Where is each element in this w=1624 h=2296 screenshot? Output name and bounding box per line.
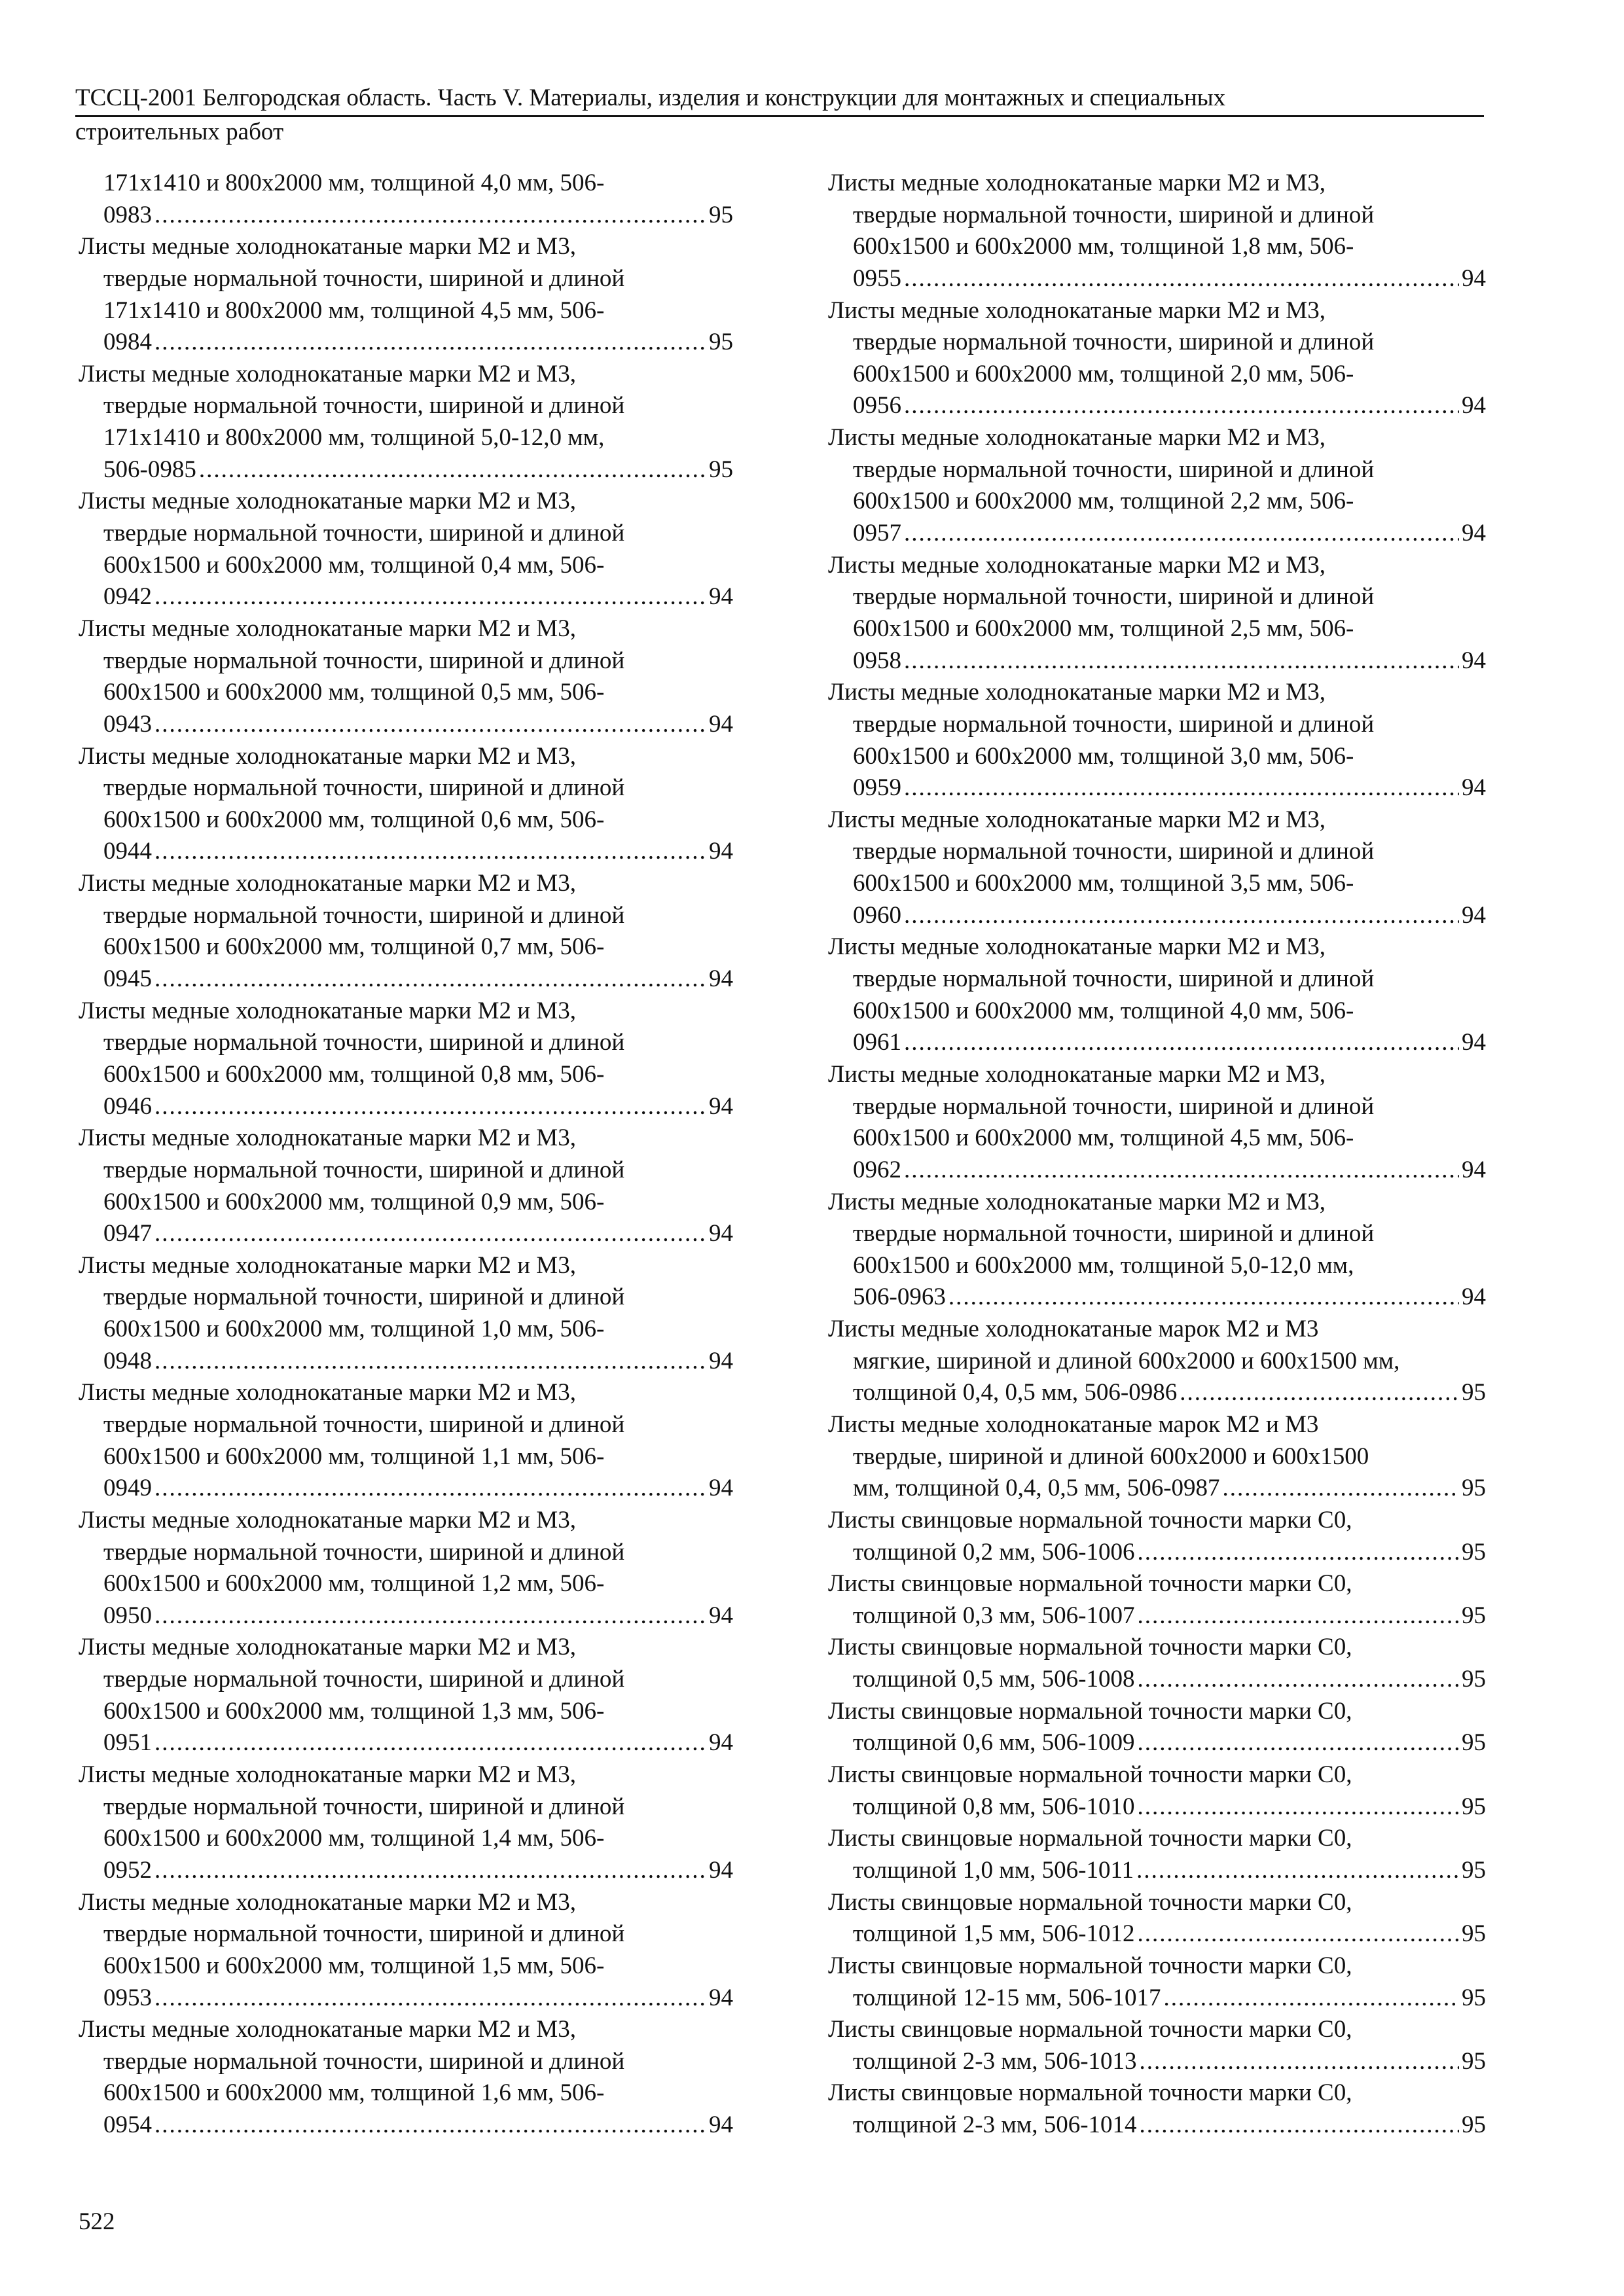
index-entry bbox=[828, 1759, 1486, 1823]
dot-leader bbox=[154, 581, 706, 613]
entry-page-number: 94 bbox=[709, 1092, 733, 1120]
entry-text-line: твердые нормальной точности, шириной и длиной bbox=[853, 1092, 1375, 1120]
entry-page-number: 94 bbox=[709, 1856, 733, 1884]
index-entry bbox=[828, 1314, 1486, 1409]
entry-text-line: твердые нормальной точности, шириной и длиной bbox=[103, 1538, 625, 1566]
dot-leader bbox=[1137, 1537, 1459, 1569]
index-entry bbox=[828, 804, 1486, 932]
entry-page-number: 94 bbox=[709, 2111, 733, 2139]
entry-text-line: Листы медные холоднокатаные марок М2 и М3 bbox=[828, 1410, 1319, 1438]
entry-text-line: Листы медные холоднокатаные марки М2 и М3, bbox=[828, 170, 1326, 196]
entry-text-line: Листы свинцовые нормальной точности марки С0, bbox=[828, 1570, 1352, 1598]
entry-text-line: твердые нормальной точности, шириной и длиной bbox=[103, 264, 625, 292]
dot-leader bbox=[154, 200, 706, 232]
entry-page-number: 94 bbox=[709, 838, 733, 865]
entry-text-line: твердые нормальной точности, шириной и длиной bbox=[103, 901, 625, 929]
dot-leader bbox=[904, 772, 1459, 804]
entry-code: 0955 bbox=[853, 264, 901, 292]
entry-code: 0952 bbox=[103, 1856, 152, 1884]
index-entry bbox=[828, 295, 1486, 423]
index-entry bbox=[79, 2014, 733, 2142]
entry-code: толщиной 1,0 мм, 506-1011 bbox=[853, 1856, 1134, 1884]
entry-text-line: Листы свинцовые нормальной точности марки С0, bbox=[828, 1952, 1352, 1979]
dot-leader bbox=[904, 518, 1459, 550]
entry-last-line bbox=[828, 1282, 1486, 1314]
entry-page-number: 94 bbox=[1462, 647, 1486, 674]
index-entry bbox=[828, 2014, 1486, 2077]
entry-page-number: 95 bbox=[1462, 1666, 1486, 1693]
entry-text-line: твердые нормальной точности, шириной и длиной bbox=[103, 1793, 625, 1820]
page-number: 522 bbox=[79, 2208, 115, 2235]
entry-text-line: 600x1500 и 600x2000 мм, толщиной 1,0 мм, 506- bbox=[103, 1316, 605, 1343]
entry-last-line bbox=[828, 1600, 1486, 1632]
entry-code: 0984 bbox=[103, 329, 152, 356]
entry-page-number: 95 bbox=[709, 456, 733, 483]
dot-leader bbox=[1137, 1600, 1459, 1632]
index-entry bbox=[828, 550, 1486, 677]
entry-code: 0954 bbox=[103, 2111, 152, 2139]
entry-last-line bbox=[828, 1855, 1486, 1887]
entry-text-line: 600x1500 и 600x2000 мм, толщиной 1,6 мм, 506- bbox=[103, 2079, 605, 2107]
entry-text-line: Листы медные холоднокатаные марок М2 и М3 bbox=[828, 1316, 1319, 1343]
entry-code: 0959 bbox=[853, 774, 901, 802]
running-header bbox=[75, 83, 1484, 147]
entry-code: 0961 bbox=[853, 1029, 901, 1056]
entry-text-line: Листы медные холоднокатаные марки М2 и М3, bbox=[79, 1634, 576, 1661]
entry-page-number: 95 bbox=[1462, 1920, 1486, 1948]
entry-page-number: 95 bbox=[709, 201, 733, 228]
index-entry bbox=[79, 1887, 733, 2015]
entry-page-number: 95 bbox=[1462, 2111, 1486, 2139]
entry-code: 0956 bbox=[853, 392, 901, 420]
entry-page-number: 95 bbox=[1462, 2047, 1486, 2075]
entry-text-line: 600x1500 и 600x2000 мм, толщиной 1,4 мм, 506- bbox=[103, 1825, 605, 1852]
dot-leader bbox=[154, 1600, 706, 1632]
dot-leader bbox=[154, 1727, 706, 1759]
entry-text-line: твердые нормальной точности, шириной и длиной bbox=[853, 965, 1375, 993]
index-entry bbox=[79, 1250, 733, 1378]
dot-leader bbox=[1140, 2109, 1459, 2142]
index-entry bbox=[79, 868, 733, 996]
entry-text-line: Листы медные холоднокатаные марки М2 и М3, bbox=[79, 360, 576, 387]
entry-code: 0958 bbox=[853, 647, 901, 674]
entry-last-line bbox=[828, 645, 1486, 677]
entry-last-line bbox=[79, 2109, 733, 2142]
entry-code: 0950 bbox=[103, 1602, 152, 1629]
entry-page-number: 95 bbox=[1462, 1984, 1486, 2011]
entry-page-number: 95 bbox=[1462, 1729, 1486, 1757]
dot-leader bbox=[1137, 1664, 1459, 1696]
entry-code: 0949 bbox=[103, 1475, 152, 1502]
index-entry bbox=[828, 1409, 1486, 1505]
entry-code: толщиной 0,8 мм, 506-1010 bbox=[853, 1793, 1135, 1820]
entry-text-line: 600x1500 и 600x2000 мм, толщиной 2,0 мм, 506- bbox=[853, 360, 1354, 387]
entry-text-line: 600x1500 и 600x2000 мм, толщиной 2,2 мм, 506- bbox=[853, 488, 1354, 515]
entry-text-line: Листы медные холоднокатаные марки М2 и М3, bbox=[828, 296, 1326, 324]
entry-last-line bbox=[79, 1091, 733, 1123]
index-entry bbox=[828, 1505, 1486, 1568]
entry-text-line: Листы медные холоднокатаные марки М2 и М3, bbox=[828, 551, 1326, 579]
entry-last-line bbox=[79, 1473, 733, 1505]
entry-text-line: 600x1500 и 600x2000 мм, толщиной 0,4 мм, 506- bbox=[103, 551, 605, 579]
entry-last-line bbox=[828, 1473, 1486, 1505]
entry-last-line bbox=[79, 963, 733, 996]
index-entry bbox=[828, 1187, 1486, 1314]
entry-text-line: твердые нормальной точности, шириной и длиной bbox=[103, 1029, 625, 1056]
dot-leader bbox=[154, 836, 706, 868]
dot-leader bbox=[1137, 1791, 1459, 1823]
dot-leader bbox=[904, 263, 1459, 295]
entry-text-line: твердые нормальной точности, шириной и длиной bbox=[853, 1220, 1375, 1247]
index-entry bbox=[79, 1377, 733, 1505]
entry-text-line: твердые, шириной и длиной 600x2000 и 600x1500 bbox=[853, 1443, 1369, 1470]
entry-code: 0953 bbox=[103, 1984, 152, 2011]
entry-text-line: 600x1500 и 600x2000 мм, толщиной 1,1 мм, 506- bbox=[103, 1443, 605, 1470]
entry-last-line bbox=[79, 836, 733, 868]
dot-leader bbox=[904, 1027, 1459, 1059]
entry-text-line: твердые нормальной точности, шириной и длиной bbox=[103, 2047, 625, 2075]
entry-page-number: 94 bbox=[1462, 264, 1486, 292]
entry-code: 506-0963 bbox=[853, 1283, 946, 1311]
index-entry bbox=[828, 422, 1486, 550]
entry-text-line: Листы медные холоднокатаные марки М2 и М3, bbox=[79, 997, 576, 1024]
entry-text-line: Листы медные холоднокатаные марки М2 и М3, bbox=[79, 1124, 576, 1152]
entry-last-line bbox=[828, 1982, 1486, 2015]
entry-text-line: 600x1500 и 600x2000 мм, толщиной 4,5 мм, 506- bbox=[853, 1124, 1354, 1152]
entry-text-line: 600x1500 и 600x2000 мм, толщиной 1,5 мм, 506- bbox=[103, 1952, 605, 1979]
entry-page-number: 94 bbox=[709, 965, 733, 993]
entry-page-number: 95 bbox=[1462, 1475, 1486, 1502]
index-entry bbox=[79, 1632, 733, 1759]
dot-leader bbox=[904, 390, 1459, 422]
entry-last-line bbox=[79, 1346, 733, 1378]
entry-text-line: 600x1500 и 600x2000 мм, толщиной 0,9 мм, 506- bbox=[103, 1188, 605, 1215]
entry-text-line: 600x1500 и 600x2000 мм, толщиной 0,8 мм, 506- bbox=[103, 1060, 605, 1088]
entry-last-line bbox=[828, 2109, 1486, 2142]
entry-text-line: Листы медные холоднокатаные марки М2 и М3, bbox=[828, 679, 1326, 706]
entry-text-line: твердые нормальной точности, шириной и длиной bbox=[853, 329, 1375, 356]
entry-text-line: Листы свинцовые нормальной точности марки С0, bbox=[828, 1761, 1352, 1789]
entry-page-number: 95 bbox=[1462, 1602, 1486, 1629]
entry-code: 0962 bbox=[853, 1156, 901, 1183]
entry-code: толщиной 2-3 мм, 506-1014 bbox=[853, 2111, 1137, 2139]
dot-leader bbox=[154, 1218, 706, 1250]
dot-leader bbox=[154, 963, 706, 996]
index-entry bbox=[79, 168, 733, 231]
dot-leader bbox=[1140, 2046, 1459, 2078]
entry-last-line bbox=[79, 327, 733, 359]
entry-text-line: Листы медные холоднокатаные марки М2 и М3, bbox=[79, 615, 576, 642]
entry-text-line: Листы медные холоднокатаные марки М2 и М3, bbox=[828, 424, 1326, 452]
entry-text-line: Листы медные холоднокатаные марки М2 и М3, bbox=[828, 806, 1326, 833]
index-entry bbox=[79, 231, 733, 359]
dot-leader bbox=[154, 2109, 706, 2142]
entry-text-line: твердые нормальной точности, шириной и длиной bbox=[853, 710, 1375, 738]
entry-page-number: 94 bbox=[1462, 901, 1486, 929]
entry-code: 0942 bbox=[103, 583, 152, 611]
index-entry bbox=[828, 1568, 1486, 1632]
dot-leader bbox=[154, 709, 706, 741]
entry-last-line bbox=[79, 1727, 733, 1759]
entry-text-line: 600x1500 и 600x2000 мм, толщиной 1,3 мм, 506- bbox=[103, 1697, 605, 1725]
dot-leader bbox=[1137, 1727, 1459, 1759]
entry-code: толщиной 0,4, 0,5 мм, 506-0986 bbox=[853, 1379, 1178, 1407]
entry-text-line: твердые нормальной точности, шириной и длиной bbox=[103, 647, 625, 674]
dot-leader bbox=[904, 900, 1459, 932]
entry-text-line: Листы свинцовые нормальной точности марки С0, bbox=[828, 2016, 1352, 2043]
dot-leader bbox=[1164, 1982, 1459, 2015]
index-entry bbox=[79, 613, 733, 741]
entry-text-line: Листы медные холоднокатаные марки М2 и М3, bbox=[79, 742, 576, 770]
entry-text-line: Листы свинцовые нормальной точности марки С0, bbox=[828, 1697, 1352, 1725]
entry-text-line: твердые нормальной точности, шириной и длиной bbox=[103, 1410, 625, 1438]
entry-page-number: 94 bbox=[709, 1347, 733, 1374]
entry-text-line: 600x1500 и 600x2000 мм, толщиной 0,7 мм, 506- bbox=[103, 933, 605, 961]
entry-text-line: твердые нормальной точности, шириной и длиной bbox=[853, 583, 1375, 611]
entry-code: 0944 bbox=[103, 838, 152, 865]
entry-last-line bbox=[828, 518, 1486, 550]
entry-text-line: Листы медные холоднокатаные марки М2 и М3, bbox=[79, 1888, 576, 1916]
entry-text-line: Листы медные холоднокатаные марки М2 и М3, bbox=[79, 488, 576, 515]
entry-page-number: 95 bbox=[1462, 1538, 1486, 1566]
entry-text-line: Листы медные холоднокатаные марки М2 и М3, bbox=[79, 1379, 576, 1407]
entry-page-number: 95 bbox=[1462, 1793, 1486, 1820]
entry-page-number: 95 bbox=[709, 329, 733, 356]
entry-page-number: 94 bbox=[709, 1984, 733, 2011]
index-entry bbox=[828, 1632, 1486, 1695]
entry-text-line: твердые нормальной точности, шириной и длиной bbox=[103, 1920, 625, 1948]
entry-text-line: твердые нормальной точности, шириной и длиной bbox=[853, 838, 1375, 865]
entry-text-line: твердые нормальной точности, шириной и длиной bbox=[103, 1156, 625, 1183]
entry-text-line: 600x1500 и 600x2000 мм, толщиной 3,5 мм, 506- bbox=[853, 870, 1354, 897]
entry-text-line: 600x1500 и 600x2000 мм, толщиной 5,0-12,0 мм, bbox=[853, 1251, 1354, 1279]
entry-last-line bbox=[79, 200, 733, 232]
entry-text-line: Листы медные холоднокатаные марки М2 и М3, bbox=[828, 1060, 1326, 1088]
index-entry bbox=[79, 1122, 733, 1250]
entry-code: 0983 bbox=[103, 201, 152, 228]
entry-text-line: 600x1500 и 600x2000 мм, толщиной 2,5 мм, 506- bbox=[853, 615, 1354, 642]
index-entry bbox=[828, 1696, 1486, 1759]
dot-leader bbox=[1136, 1855, 1459, 1887]
entry-text-line: 171x1410 и 800x2000 мм, толщиной 4,0 мм, 506- bbox=[103, 170, 605, 196]
entry-code: мм, толщиной 0,4, 0,5 мм, 506-0987 bbox=[853, 1475, 1220, 1502]
dot-leader bbox=[1223, 1473, 1459, 1505]
dot-leader bbox=[154, 1982, 706, 2015]
dot-leader bbox=[904, 645, 1459, 677]
entry-last-line bbox=[828, 1664, 1486, 1696]
entry-last-line bbox=[828, 2046, 1486, 2078]
entry-page-number: 94 bbox=[1462, 1283, 1486, 1311]
dot-leader bbox=[154, 1346, 706, 1378]
entry-last-line bbox=[828, 1027, 1486, 1059]
dot-leader bbox=[199, 454, 706, 486]
entry-text-line: Листы свинцовые нормальной точности марки С0, bbox=[828, 1634, 1352, 1661]
entry-code: 0948 bbox=[103, 1347, 152, 1374]
dot-leader bbox=[904, 1155, 1459, 1187]
entry-last-line bbox=[79, 1600, 733, 1632]
entry-text-line: твердые нормальной точности, шириной и длиной bbox=[103, 520, 625, 547]
entry-page-number: 94 bbox=[1462, 774, 1486, 802]
entry-text-line: 600x1500 и 600x2000 мм, толщиной 4,0 мм, 506- bbox=[853, 997, 1354, 1024]
entry-last-line bbox=[828, 1918, 1486, 1950]
dot-leader bbox=[948, 1282, 1459, 1314]
entry-text-line: твердые нормальной точности, шириной и длиной bbox=[103, 1666, 625, 1693]
entry-text-line: Листы медные холоднокатаные марки М2 и М3, bbox=[79, 233, 576, 260]
entry-text-line: 600x1500 и 600x2000 мм, толщиной 3,0 мм, 506- bbox=[853, 742, 1354, 770]
dot-leader bbox=[154, 1855, 706, 1887]
entry-page-number: 94 bbox=[1462, 520, 1486, 547]
index-entry bbox=[79, 741, 733, 869]
entry-page-number: 95 bbox=[1462, 1379, 1486, 1407]
entry-code: толщиной 0,2 мм, 506-1006 bbox=[853, 1538, 1135, 1566]
entry-text-line: 171x1410 и 800x2000 мм, толщиной 5,0-12,0 мм, bbox=[103, 424, 605, 452]
entry-last-line bbox=[79, 1982, 733, 2015]
entry-text-line: 600x1500 и 600x2000 мм, толщиной 0,6 мм, 506- bbox=[103, 806, 605, 833]
entry-text-line: 600x1500 и 600x2000 мм, толщиной 0,5 мм, 506- bbox=[103, 679, 605, 706]
entry-last-line bbox=[79, 1218, 733, 1250]
entry-last-line bbox=[828, 900, 1486, 932]
entry-text-line: твердые нормальной точности, шириной и длиной bbox=[103, 774, 625, 802]
entry-last-line bbox=[828, 1377, 1486, 1409]
index-entry bbox=[828, 677, 1486, 804]
entry-text-line: твердые нормальной точности, шириной и длиной bbox=[103, 1283, 625, 1311]
index-entry bbox=[79, 1505, 733, 1632]
entry-text-line: Листы медные холоднокатаные марки М2 и М3, bbox=[828, 1188, 1326, 1215]
entry-last-line bbox=[828, 390, 1486, 422]
index-entry bbox=[828, 1823, 1486, 1886]
entry-text-line: Листы медные холоднокатаные марки М2 и М3, bbox=[79, 1506, 576, 1534]
entry-code: 0947 bbox=[103, 1220, 152, 1247]
entry-page-number: 94 bbox=[709, 710, 733, 738]
entry-page-number: 94 bbox=[709, 1475, 733, 1502]
entry-code: 506-0985 bbox=[103, 456, 196, 483]
entry-page-number: 94 bbox=[709, 583, 733, 611]
entry-text-line: 600x1500 и 600x2000 мм, толщиной 1,8 мм, 506- bbox=[853, 233, 1354, 260]
index-entry bbox=[79, 359, 733, 486]
dot-leader bbox=[154, 1473, 706, 1505]
entry-last-line bbox=[828, 263, 1486, 295]
entry-code: 0951 bbox=[103, 1729, 152, 1757]
entry-last-line bbox=[79, 454, 733, 486]
entry-last-line bbox=[79, 581, 733, 613]
entry-code: толщиной 0,5 мм, 506-1008 bbox=[853, 1666, 1135, 1693]
entry-text-line: 600x1500 и 600x2000 мм, толщиной 1,2 мм, 506- bbox=[103, 1570, 605, 1598]
index-entry bbox=[79, 486, 733, 613]
entry-text-line: Листы медные холоднокатаные марки М2 и М3, bbox=[79, 1251, 576, 1279]
entry-code: 0943 bbox=[103, 710, 152, 738]
entry-code: толщиной 2-3 мм, 506-1013 bbox=[853, 2047, 1137, 2075]
entry-text-line: Листы свинцовые нормальной точности марки С0, bbox=[828, 1825, 1352, 1852]
entry-last-line bbox=[828, 772, 1486, 804]
entry-last-line bbox=[828, 1155, 1486, 1187]
entry-code: 0946 bbox=[103, 1092, 152, 1120]
entry-page-number: 94 bbox=[709, 1602, 733, 1629]
index-column-right bbox=[828, 168, 1486, 2142]
entry-text-line: Листы свинцовые нормальной точности марки С0, bbox=[828, 2079, 1352, 2107]
index-entry bbox=[828, 168, 1486, 295]
entry-last-line bbox=[79, 709, 733, 741]
entry-code: толщиной 12-15 мм, 506-1017 bbox=[853, 1984, 1161, 2011]
entry-text-line: Листы медные холоднокатаные марки М2 и М3, bbox=[828, 933, 1326, 961]
index-entry bbox=[79, 996, 733, 1123]
index-entry bbox=[828, 1950, 1486, 2014]
entry-last-line bbox=[79, 1855, 733, 1887]
entry-code: 0945 bbox=[103, 965, 152, 993]
dot-leader bbox=[154, 1091, 706, 1123]
entry-code: толщиной 1,5 мм, 506-1012 bbox=[853, 1920, 1135, 1948]
entry-page-number: 94 bbox=[1462, 392, 1486, 420]
header-title-line: ТССЦ-2001 Белгородская область. Часть V. Материалы, изделия и конструкции для монтажных и специальных bbox=[75, 83, 1484, 117]
entry-page-number: 94 bbox=[1462, 1029, 1486, 1056]
entry-page-number: 95 bbox=[1462, 1856, 1486, 1884]
index-entry bbox=[828, 1887, 1486, 1950]
header-title-continuation: строительных работ bbox=[75, 118, 284, 145]
entry-code: 0957 bbox=[853, 520, 901, 547]
entry-code: толщиной 0,6 мм, 506-1009 bbox=[853, 1729, 1135, 1757]
index-column-left bbox=[79, 168, 733, 2142]
entry-text-line: Листы свинцовые нормальной точности марки С0, bbox=[828, 1888, 1352, 1916]
index-entry bbox=[828, 2077, 1486, 2141]
dot-leader bbox=[1137, 1918, 1459, 1950]
index-entry bbox=[79, 1759, 733, 1887]
entry-text-line: твердые нормальной точности, шириной и длиной bbox=[853, 201, 1375, 228]
dot-leader bbox=[154, 327, 706, 359]
entry-last-line bbox=[828, 1537, 1486, 1569]
entry-page-number: 94 bbox=[709, 1729, 733, 1757]
index-entry bbox=[828, 931, 1486, 1059]
entry-text-line: Листы свинцовые нормальной точности марки С0, bbox=[828, 1506, 1352, 1534]
entry-text-line: твердые нормальной точности, шириной и длиной bbox=[853, 456, 1375, 483]
entry-code: толщиной 0,3 мм, 506-1007 bbox=[853, 1602, 1135, 1629]
entry-last-line bbox=[828, 1791, 1486, 1823]
dot-leader bbox=[1180, 1377, 1459, 1409]
entry-text-line: Листы медные холоднокатаные марки М2 и М3, bbox=[79, 2016, 576, 2043]
entry-code: 0960 bbox=[853, 901, 901, 929]
entry-text-line: 171x1410 и 800x2000 мм, толщиной 4,5 мм, 506- bbox=[103, 296, 605, 324]
entry-page-number: 94 bbox=[709, 1220, 733, 1247]
entry-text-line: твердые нормальной точности, шириной и длиной bbox=[103, 392, 625, 420]
index-entry bbox=[828, 1059, 1486, 1187]
entry-text-line: Листы медные холоднокатаные марки М2 и М3, bbox=[79, 1761, 576, 1789]
entry-text-line: Листы медные холоднокатаные марки М2 и М3, bbox=[79, 870, 576, 897]
entry-text-line: мягкие, шириной и длиной 600x2000 и 600x1500 мм, bbox=[853, 1347, 1400, 1374]
entry-last-line bbox=[828, 1727, 1486, 1759]
entry-page-number: 94 bbox=[1462, 1156, 1486, 1183]
